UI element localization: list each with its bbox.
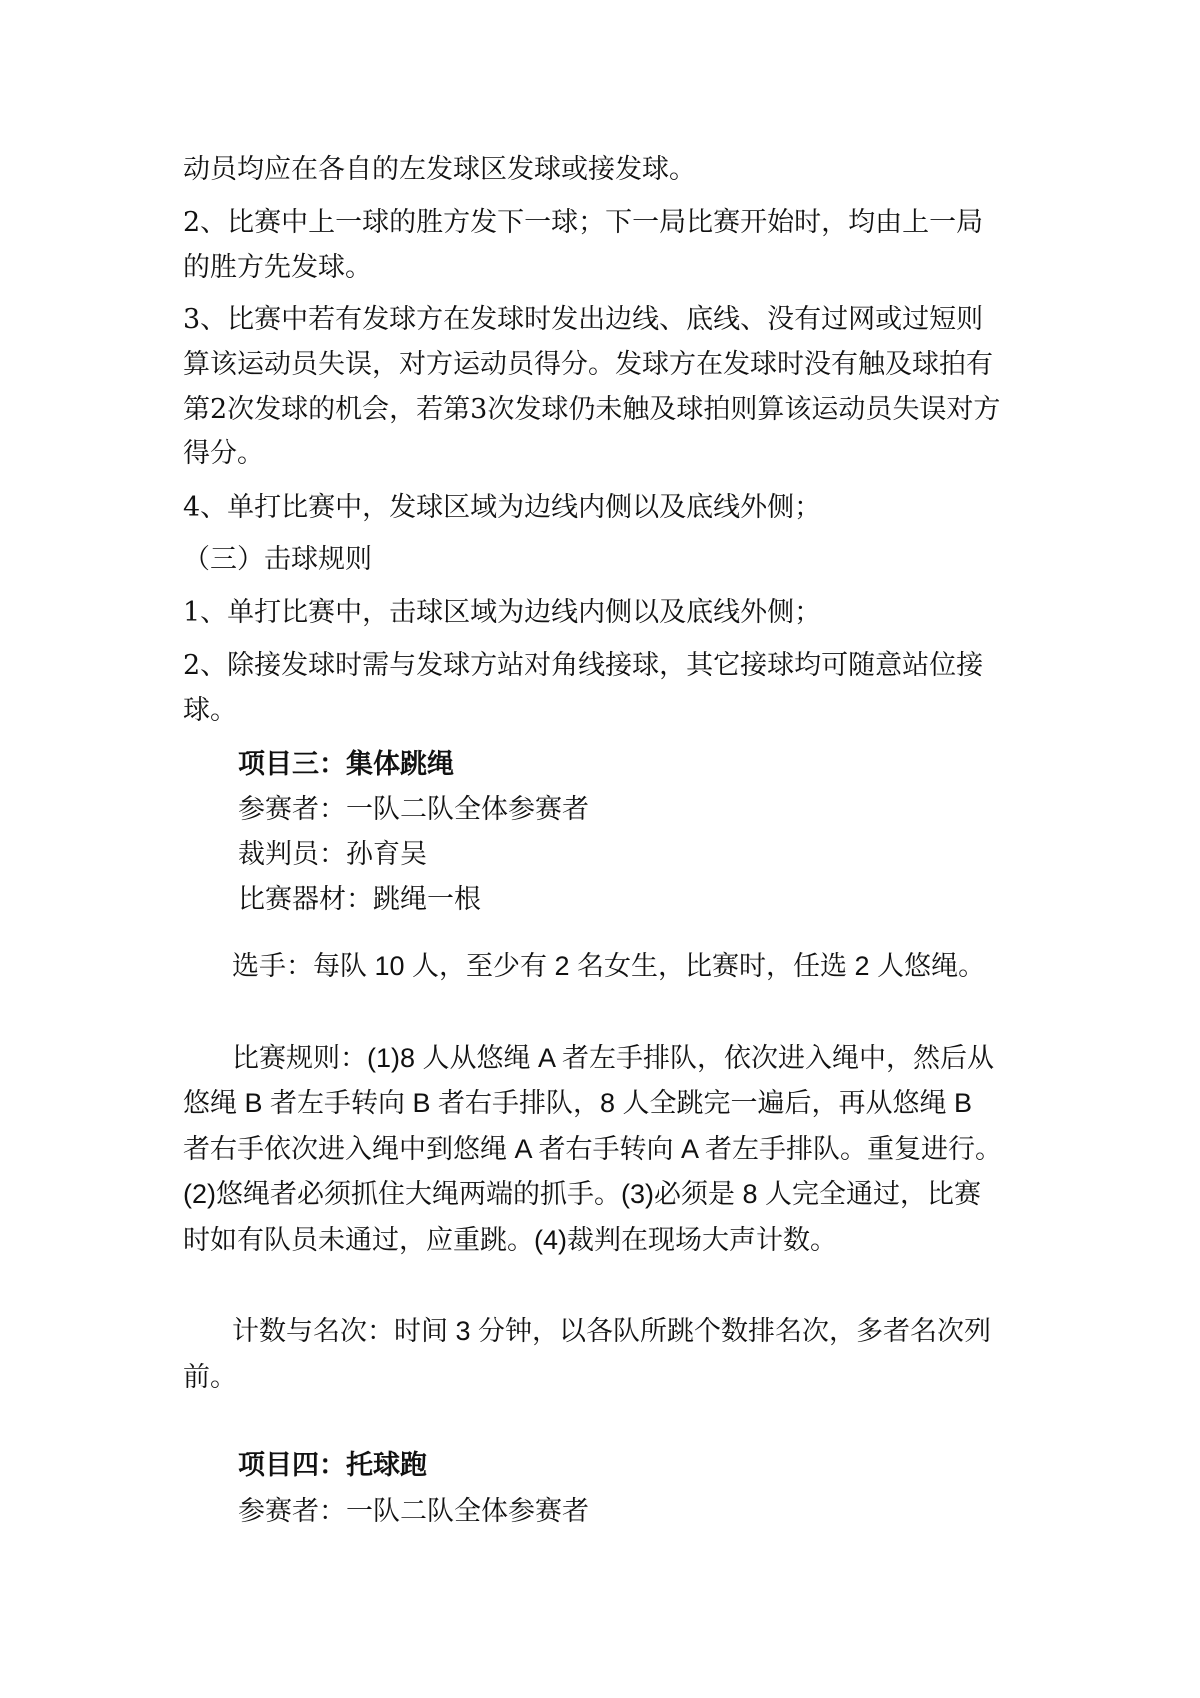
paragraph-line: 比赛规则：(1)8 人从悠绳 A 者左手排队，依次进入绳中，然后从 <box>232 1043 995 1073</box>
paragraph-line: 4、单打比赛中，发球区域为边线内侧以及底线外侧； <box>183 492 822 523</box>
paragraph-line: 前。 <box>183 1362 237 1392</box>
paragraph-line: 的胜方先发球。 <box>183 252 372 283</box>
paragraph-line: 2、除接发球时需与发球方站对角线接球，其它接球均可随意站位接 <box>183 650 984 681</box>
info-line: 裁判员：孙育吴 <box>238 839 427 870</box>
paragraph-line: 选手：每队 10 人，至少有 2 名女生，比赛时，任选 2 人悠绳。 <box>232 951 986 981</box>
paragraph-line: 悠绳 B 者左手转向 B 者右手排队，8 人全跳完一遍后，再从悠绳 B <box>183 1088 973 1118</box>
paragraph-line: 第2次发球的机会，若第3次发球仍未触及球拍则算该运动员失误对方 <box>183 394 1001 425</box>
info-line: 参赛者：一队二队全体参赛者 <box>238 1496 589 1527</box>
item-heading: 项目三：集体跳绳 <box>238 749 454 780</box>
item-heading: 项目四：托球跑 <box>238 1450 427 1481</box>
info-line: 参赛者：一队二队全体参赛者 <box>238 794 589 825</box>
paragraph-line: 算该运动员失误，对方运动员得分。发球方在发球时没有触及球拍有 <box>183 349 993 380</box>
paragraph-line: 1、单打比赛中，击球区域为边线内侧以及底线外侧； <box>183 597 822 628</box>
paragraph-line: 计数与名次：时间 3 分钟，以各队所跳个数排名次，多者名次列 <box>232 1316 992 1346</box>
paragraph-line: 时如有队员未通过，应重跳。(4)裁判在现场大声计数。 <box>183 1225 837 1255</box>
paragraph-line: 2、比赛中上一球的胜方发下一球；下一局比赛开始时，均由上一局 <box>183 207 984 238</box>
paragraph-line: 3、比赛中若有发球方在发球时发出边线、底线、没有过网或过短则 <box>183 304 984 335</box>
paragraph-line: 动员均应在各自的左发球区发球或接发球。 <box>183 154 696 185</box>
paragraph-line: 得分。 <box>183 438 264 469</box>
paragraph-line: (2)悠绳者必须抓住大绳两端的抓手。(3)必须是 8 人完全通过，比赛 <box>183 1179 982 1209</box>
paragraph-line: 球。 <box>183 695 237 726</box>
info-line: 比赛器材：跳绳一根 <box>238 884 481 915</box>
section-heading: （三）击球规则 <box>183 544 372 575</box>
paragraph-line: 者右手依次进入绳中到悠绳 A 者右手转向 A 者左手排队。重复进行。 <box>183 1134 1003 1164</box>
